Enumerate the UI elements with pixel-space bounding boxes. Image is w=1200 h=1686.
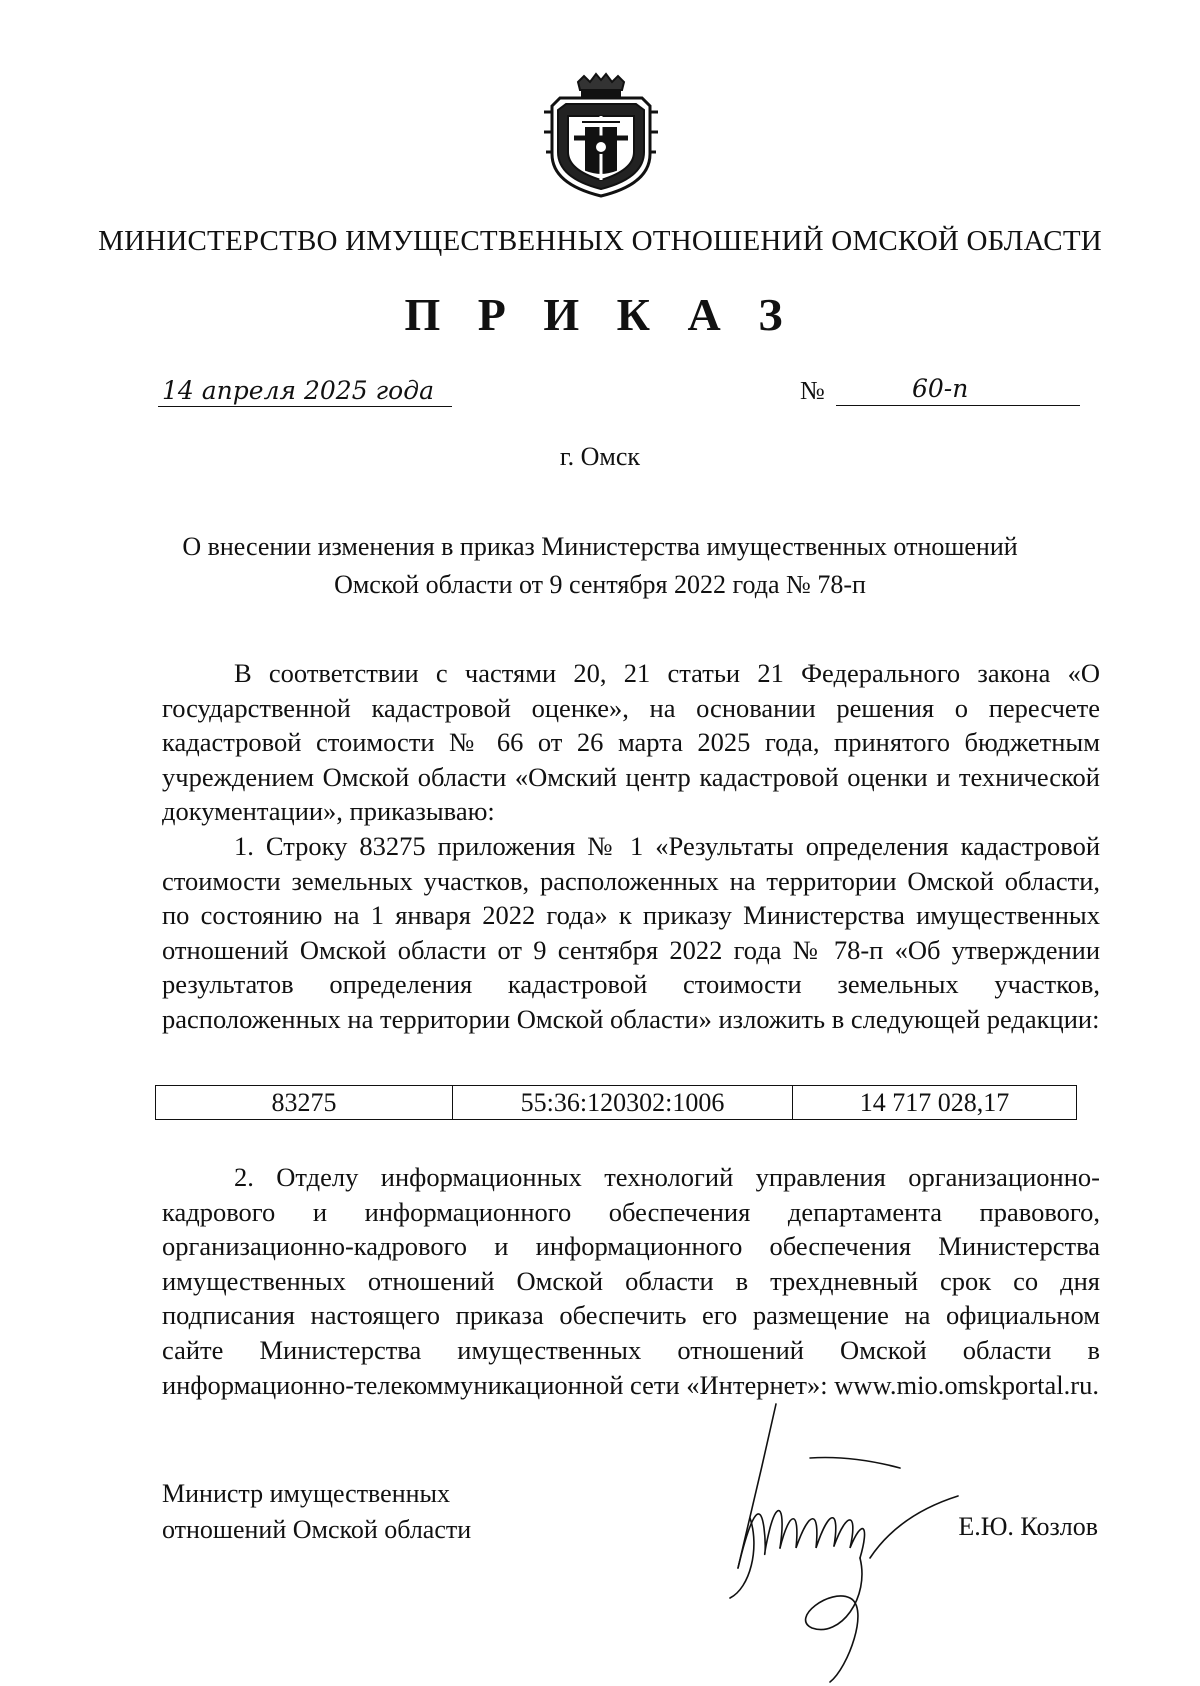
number-underline — [836, 405, 1080, 406]
signatory-position — [162, 1476, 471, 1548]
subject-line-2: Омской области от 9 сентября 2022 года № 78-п — [334, 570, 866, 599]
city-name: г. Омск — [559, 442, 641, 471]
item-1-text: 1. Строку 83275 приложения № 1 «Результаты определения кадастровой стоимости земельных участков, расположенных на территории Омской области, по состоянию на 1 января 2022 года» к приказу Министерства имущественных отношений Омской области от 9 сентября 2022 года № 78-п «Об утверждении результатов определения кадастровой стоимости земельных участков, расположенных на территории Омской области» изложить в следующей редакции: — [162, 831, 1100, 1034]
intro-paragraph — [162, 656, 1100, 829]
position-line-2: отношений Омской области — [162, 1515, 472, 1544]
intro-text: В соответствии с частями 20, 21 статьи 21 Федерального закона «О государственной кадастровой оценке», на основании решения о пересчете кадастровой стоимости № 66 от 26 марта 2025 года, принятого бюджетным учреждением Омской области «Омский центр кадастровой оценки и технической документации», приказываю: — [162, 658, 1100, 827]
item-2-paragraph — [162, 1160, 1100, 1402]
coat-of-arms-icon — [538, 72, 664, 200]
document-type-title: П Р И К А З — [404, 289, 796, 340]
handwritten-date: 14 апреля 2025 года — [158, 376, 452, 407]
ministry-name: МИНИСТЕРСТВО ИМУЩЕСТВЕННЫХ ОТНОШЕНИЙ ОМСКОЙ ОБЛАСТИ — [98, 225, 1102, 257]
row-number-cell: 83275 — [156, 1086, 453, 1120]
position-line-1: Министр имущественных — [162, 1479, 451, 1508]
cadastral-value-cell: 14 717 028,17 — [793, 1086, 1077, 1120]
table-row — [156, 1086, 1077, 1120]
cadastral-table — [155, 1085, 1077, 1120]
handwritten-number: 60-п — [912, 374, 969, 403]
item-1-paragraph — [162, 829, 1100, 1037]
number-sign: № — [800, 376, 825, 405]
subject-line-1: О внесении изменения в приказ Министерства имущественных отношений — [182, 532, 1018, 561]
signer-name: Е.Ю. Козлов — [958, 1512, 1098, 1541]
signature-icon — [720, 1398, 960, 1684]
order-subject — [0, 528, 1200, 604]
cadastral-number-cell: 55:36:120302:1006 — [453, 1086, 793, 1120]
order-number — [800, 376, 1090, 408]
item-2-text: 2. Отделу информационных технологий управления организационно-кадрового и информационного обеспечения департамента правового, организационно-кадрового и информационного обеспечения Министерства имущественных отношений Омской области в трехдневный срок со дня подписания настоящего приказа обеспечить его размещение на официальном сайте Министерства имущественных отношений Омской области в информационно-телекоммуникационной сети «Интернет»: www.mio.omskportal.ru. — [162, 1162, 1100, 1400]
